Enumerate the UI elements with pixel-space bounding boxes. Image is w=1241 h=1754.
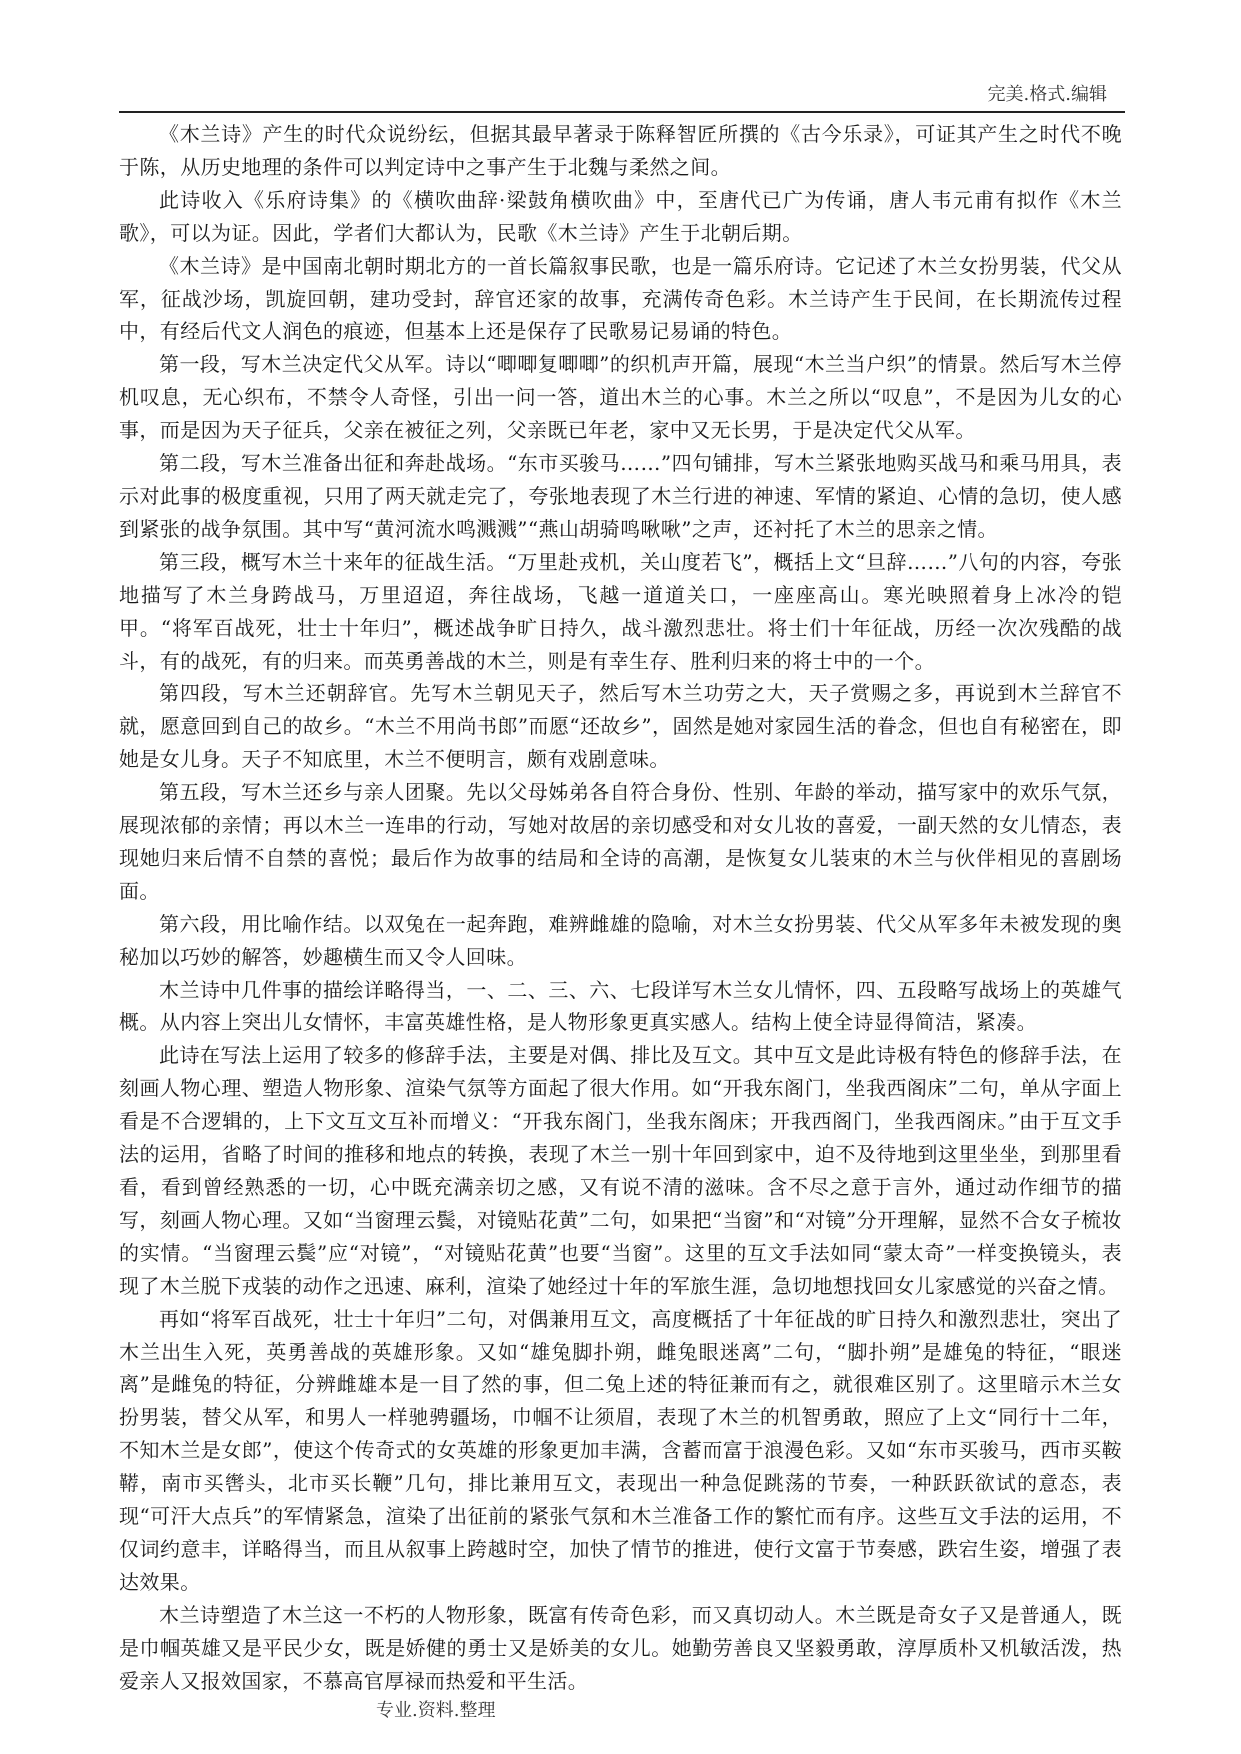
paragraph-section-1: 第一段，写木兰决定代父从军。诗以“唧唧复唧唧”的织机声开篇，展现“木兰当户织”的情景。然后写木兰停机叹息，无心织布，不禁令人奇怪，引出一问一答，道出木兰的心事。木兰之所以“叹息”，不是因为儿女的心事，而是因为天子征兵，父亲在被征之列，父亲既已年老，家中又无长男，于是决定代父从军。 (119, 352, 1122, 443)
paragraph-section-5: 第五段，写木兰还乡与亲人团聚。先以父母姊弟各自符合身份、性别、年龄的举动，描写家中的欢乐气氛，展现浓郁的亲情；再以木兰一连串的行动，写她对故居的亲切感受和对女儿妆的喜爱，一副天然的女儿情态，表现她归来后情不自禁的喜悦；最后作为故事的结局和全诗的高潮，是恢复女儿装束的木兰与伙伴相见的喜剧场面。 (119, 780, 1122, 903)
page-footer: 专业.资料.整理 (376, 1700, 496, 1721)
paragraph-character: 木兰诗塑造了木兰这一不朽的人物形象，既富有传奇色彩，而又真切动人。木兰既是奇女子又是普通人，既是巾帼英雄又是平民少女，既是娇健的勇士又是娇美的女儿。她勤劳善良又坚毅勇敢，淳厚质朴又机敏活泼，热爱亲人又报效国家，不慕高官厚禄而热爱和平生活。 (119, 1602, 1122, 1693)
paragraph-rhetoric-examples: 再如“将军百战死，壮士十年归”二句，对偶兼用互文，高度概括了十年征战的旷日持久和激烈悲壮，突出了木兰出生入死，英勇善战的英雄形象。又如“雄兔脚扑朔，雌兔眼迷离”二句，“脚扑朔”是雄兔的特征，“眼迷离”是雌兔的特征，分辨雌雄本是一目了然的事，但二兔上述的特征兼而有之，就很难区别了。这里暗示木兰女扮男装，替父从军，和男人一样驰骋疆场，巾帼不让须眉，表现了木兰的机智勇敢，照应了上文“同行十二年，不知木兰是女郎”，使这个传奇式的女英雄的形象更加丰满，含蓄而富于浪漫色彩。又如“东市买骏马，西市买鞍鞯，南市买辔头，北市买长鞭”几句，排比兼用互文，表现出一种急促跳荡的节奏，一种跃跃欲试的意态，表现“可汗大点兵”的军情紧急，渲染了出征前的紧张气氛和木兰准备工作的繁忙而有序。这些互文手法的运用，不仅词约意丰，详略得当，而且从叙事上跨越时空，加快了情节的推进，使行文富于节奏感，跌宕生姿，增强了表达效果。 (119, 1306, 1122, 1594)
paragraph-overview: 《木兰诗》是中国南北朝时期北方的一首长篇叙事民歌，也是一篇乐府诗。它记述了木兰女扮男装，代父从军，征战沙场，凯旋回朝，建功受封，辞官还家的故事，充满传奇色彩。木兰诗产生于民间，在长期流传过程中，有经后代文人润色的痕迹，但基本上还是保存了民歌易记易诵的特色。 (119, 253, 1122, 344)
paragraph-rhetoric: 此诗在写法上运用了较多的修辞手法，主要是对偶、排比及互文。其中互文是此诗极有特色的修辞手法，在刻画人物心理、塑造人物形象、渲染气氛等方面起了很大作用。如“开我东阁门，坐我西阁床”二句，单从字面上看是不合逻辑的，上下文互文互补而增义：“开我东阁门，坐我东阁床；开我西阁门，坐我西阁床。”由于互文手法的运用，省略了时间的推移和地点的转换，表现了木兰一别十年回到家中，迫不及待地到这里坐坐，到那里看看，看到曾经熟悉的一切，心中既充满亲切之感，又有说不清的滋味。含不尽之意于言外，通过动作细节的描写，刻画人物心理。又如“当窗理云鬓，对镜贴花黄”二句，如果把“当窗”和“对镜”分开理解，显然不合女子梳妆的实情。“当窗理云鬓”应“对镜”，“对镜贴花黄”也要“当窗”。这里的互文手法如同“蒙太奇”一样变换镜头，表现了木兰脱下戎装的动作之迅速、麻利，渲染了她经过十年的军旅生涯，急切地想找回女儿家感觉的兴奋之情。 (119, 1043, 1122, 1298)
paragraph-section-3: 第三段，概写木兰十来年的征战生活。“万里赴戎机，关山度若飞”，概括上文“旦辞……”八句的内容，夸张地描写了木兰身跨战马，万里迢迢，奔往战场，飞越一道道关口，一座座高山。寒光映照着身上冰冷的铠甲。“将军百战死，壮士十年归”，概述战争旷日持久，战斗激烈悲壮。将士们十年征战，历经一次次残酷的战斗，有的战死，有的归来。而英勇善战的木兰，则是有幸生存、胜利归来的将士中的一个。 (119, 549, 1122, 673)
page-header: 完美.格式.编辑 (987, 84, 1107, 105)
paragraph-section-4: 第四段，写木兰还朝辞官。先写木兰朝见天子，然后写木兰功劳之大，天子赏赐之多，再说到木兰辞官不就，愿意回到自己的故乡。“木兰不用尚书郎”而愿“还故乡”，固然是她对家园生活的眷念，但也自有秘密在，即她是女儿身。天子不知底里，木兰不便明言，颇有戏剧意味。 (119, 681, 1122, 772)
paragraph-origin-era: 《木兰诗》产生的时代众说纷纭，但据其最早著录于陈释智匠所撰的《古今乐录》，可证其产生之时代不晚于陈，从历史地理的条件可以判定诗中之事产生于北魏与柔然之间。 (119, 122, 1122, 179)
document-body (119, 118, 1122, 1698)
header-divider (119, 111, 1125, 113)
paragraph-section-6: 第六段，用比喻作结。以双兔在一起奔跑，难辨雌雄的隐喻，对木兰女扮男装、代父从军多年未被发现的奥秘加以巧妙的解答，妙趣横生而又令人回味。 (119, 911, 1122, 969)
paragraph-section-2: 第二段，写木兰准备出征和奔赴战场。“东市买骏马……”四句铺排，写木兰紧张地购买战马和乘马用具，表示对此事的极度重视，只用了两天就走完了，夸张地表现了木兰行进的神速、军情的紧迫、心情的急切，使人感到紧张的战争氛围。其中写“黄河流水鸣溅溅”“燕山胡骑鸣啾啾”之声，还衬托了木兰的思亲之情。 (119, 451, 1122, 541)
paragraph-collection: 此诗收入《乐府诗集》的《横吹曲辞·梁鼓角横吹曲》中，至唐代已广为传诵，唐人韦元甫有拟作《木兰歌》，可以为证。因此，学者们大都认为，民歌《木兰诗》产生于北朝后期。 (119, 187, 1122, 245)
paragraph-structure: 木兰诗中几件事的描绘详略得当，一、二、三、六、七段详写木兰女儿情怀，四、五段略写战场上的英雄气概。从内容上突出儿女情怀，丰富英雄性格，是人物形象更真实感人。结构上使全诗显得简洁，紧凑。 (119, 977, 1122, 1035)
